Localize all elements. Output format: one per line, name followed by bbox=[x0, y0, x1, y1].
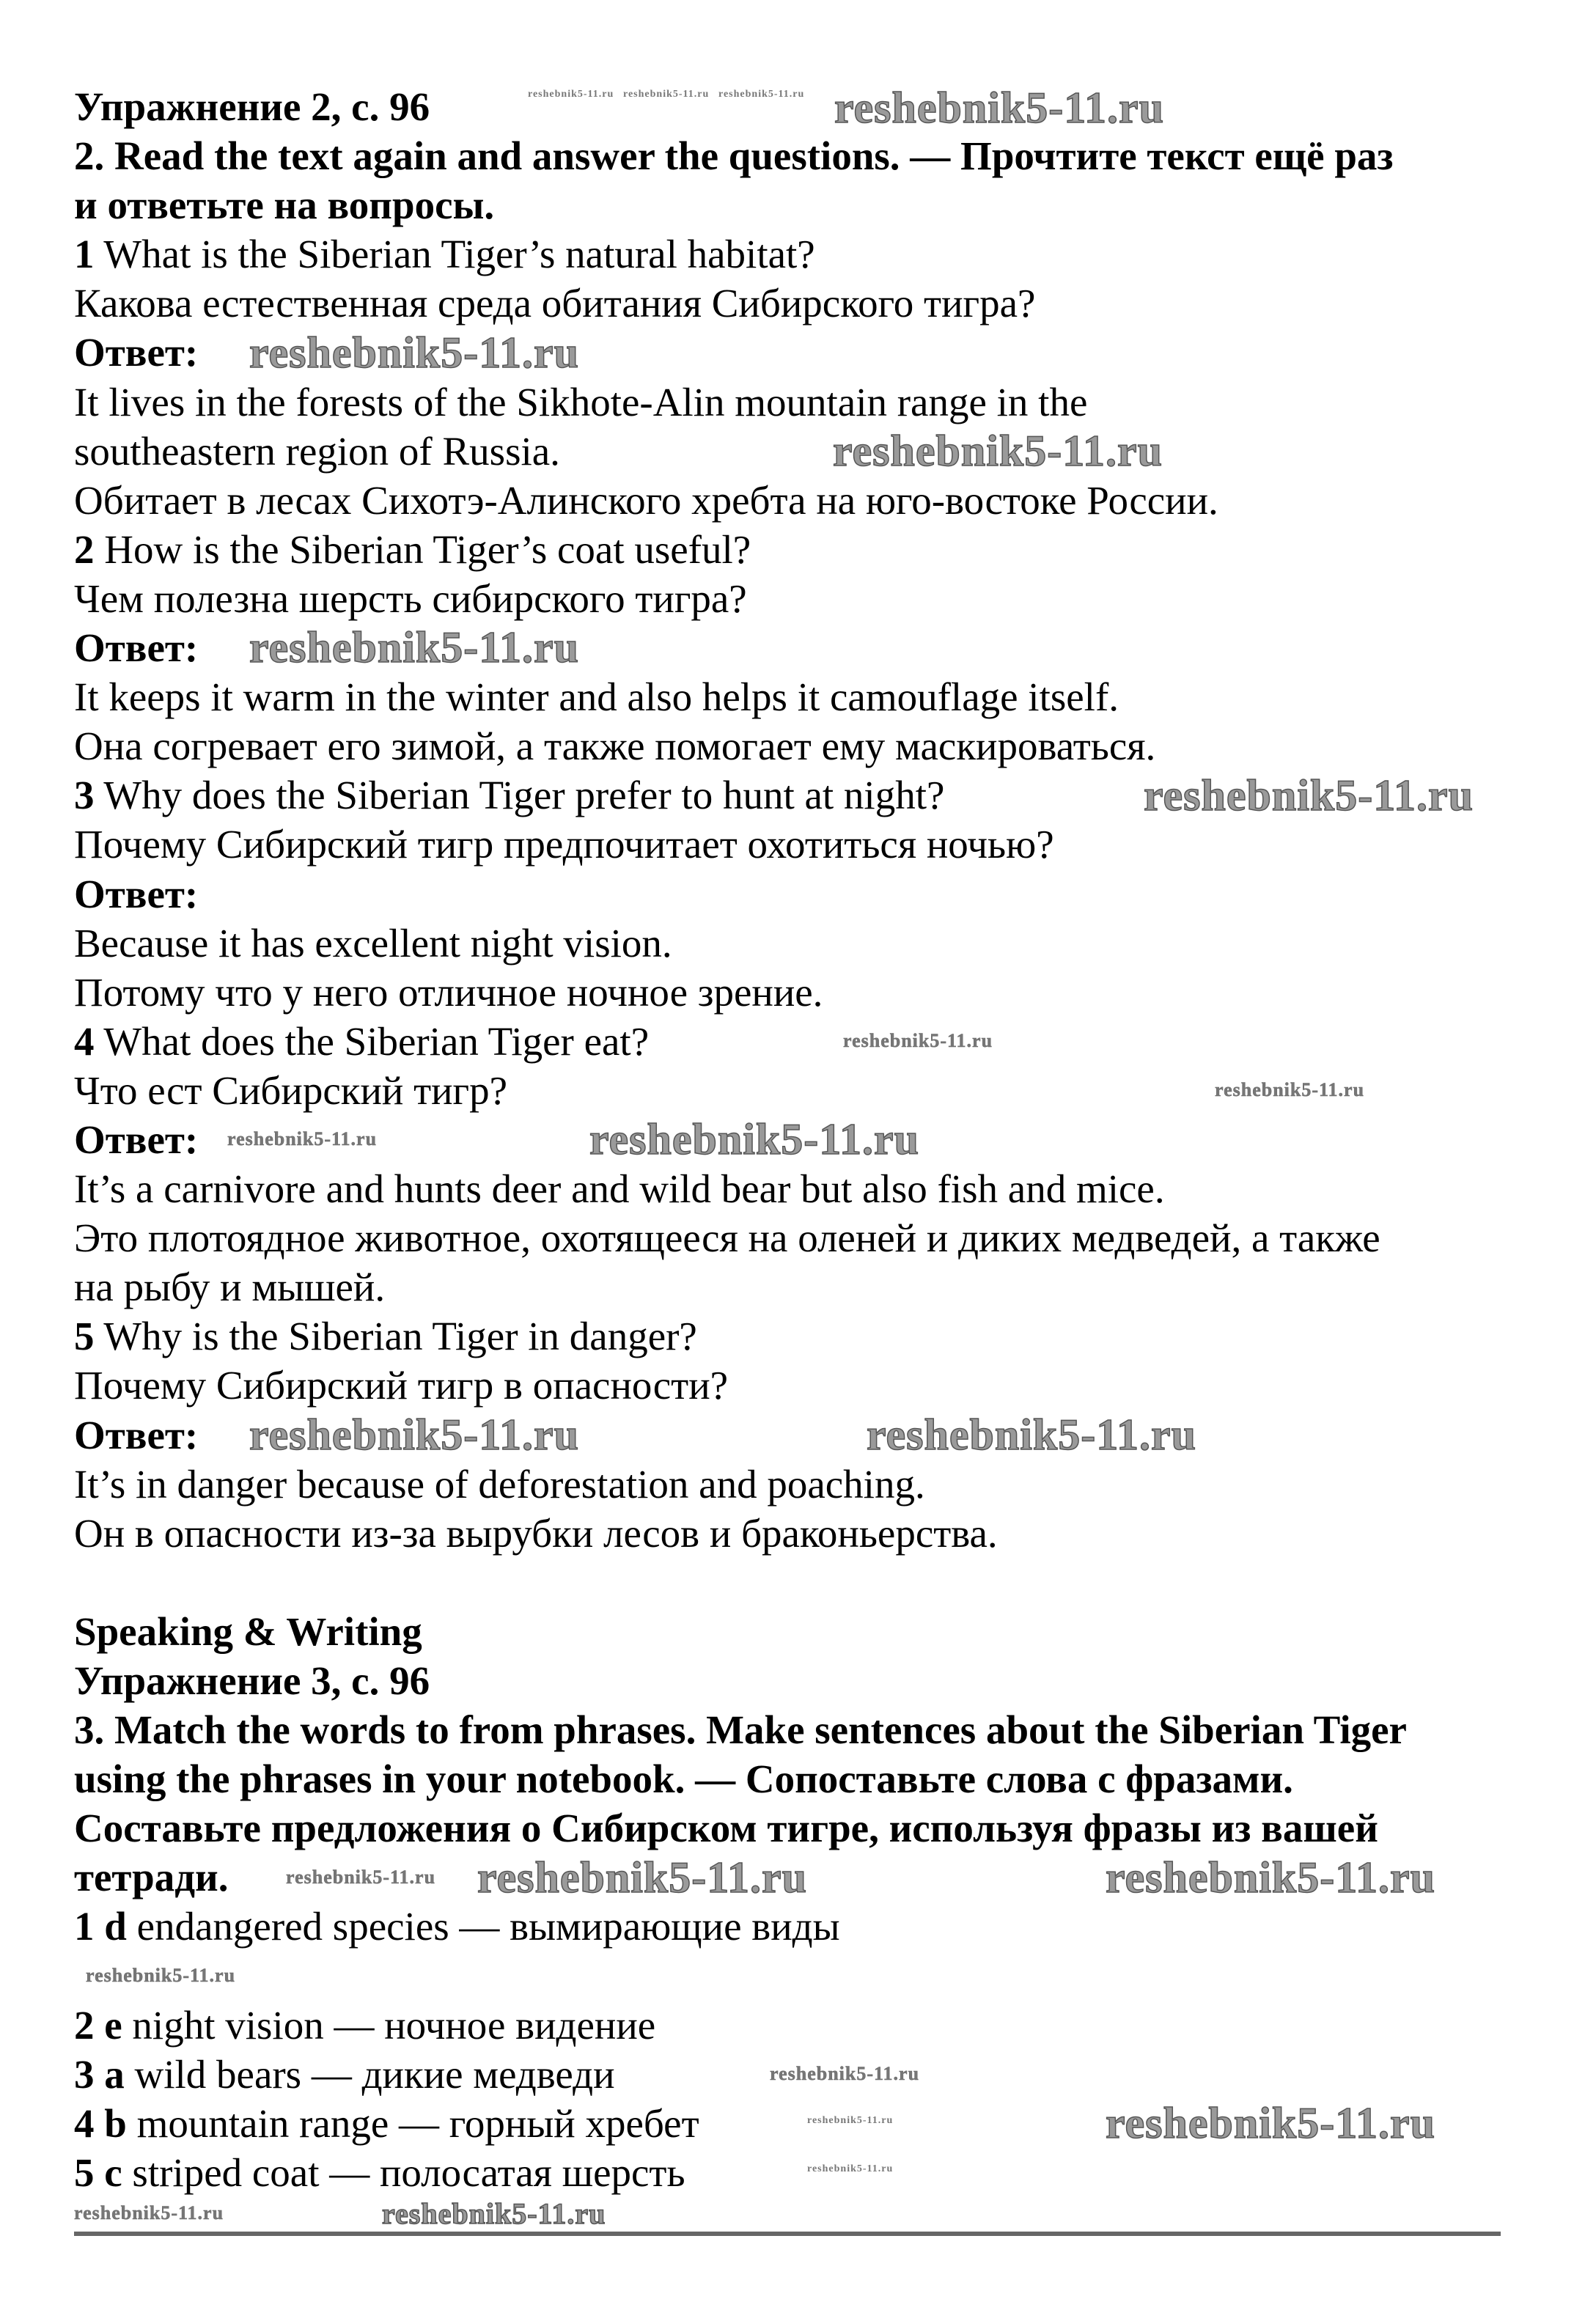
question-2 bbox=[74, 525, 1540, 574]
watermark: reshebnik5-11.ru bbox=[86, 1965, 236, 1986]
answer-line: Обитает в лесах Сихотэ-Алинского хребта на юго-востоке России. bbox=[74, 477, 1218, 523]
spacer bbox=[74, 1952, 1540, 2001]
match-key: 3 a bbox=[74, 2051, 125, 2097]
question-5 bbox=[74, 1312, 1540, 1361]
answer-line: It lives in the forests of the Sikhote-Alin mountain range in the bbox=[74, 379, 1088, 424]
question-3-ru: Почему Сибирский тигр предпочитает охотиться ночью? bbox=[74, 822, 1054, 867]
match-key: 5 c bbox=[74, 2149, 122, 2195]
question-1 bbox=[74, 229, 1540, 279]
spacer bbox=[74, 1558, 1540, 1607]
watermark: reshebnik5-11.ru bbox=[718, 89, 805, 100]
question-number: 5 bbox=[74, 1314, 95, 1359]
watermark: reshebnik5-11.ru bbox=[833, 427, 1163, 475]
watermark: reshebnik5-11.ru bbox=[227, 1128, 378, 1150]
exercise2-heading: Упражнение 2, с. 96 bbox=[74, 84, 430, 129]
watermark: reshebnik5-11.ru bbox=[1215, 1079, 1365, 1100]
answer-line: Это плотоядное животное, охотящееся на оленей и диких медведей, а также bbox=[74, 1215, 1380, 1261]
answer-label: Ответ: bbox=[74, 1412, 199, 1457]
watermark: reshebnik5-11.ru bbox=[286, 1866, 436, 1888]
match-key: 2 e bbox=[74, 2002, 122, 2048]
watermark: reshebnik5-11.ru bbox=[382, 2197, 606, 2230]
answer-line: It keeps it warm in the winter and also helps it camouflage itself. bbox=[74, 674, 1119, 720]
answer-label: Ответ: bbox=[74, 1117, 199, 1162]
question-text: How is the Siberian Tiger’s coat useful? bbox=[94, 526, 751, 572]
watermark: reshebnik5-11.ru bbox=[589, 1115, 919, 1163]
question-4-ru: Что ест Сибирский тигр? bbox=[74, 1067, 508, 1113]
match-item bbox=[74, 2001, 1540, 2050]
match-text: night vision — ночное видение bbox=[122, 2002, 656, 2048]
question-number: 3 bbox=[74, 773, 95, 818]
exercise2-instruction: 2. Read the text again and answer the questions. — Прочтите текст ещё раз bbox=[74, 133, 1394, 179]
exercise3-heading: Упражнение 3, с. 96 bbox=[74, 1658, 430, 1703]
question-text: What does the Siberian Tiger eat? bbox=[94, 1018, 650, 1064]
section-title: Speaking & Writing bbox=[74, 1608, 422, 1654]
match-text: mountain range — горный хребет bbox=[126, 2100, 699, 2146]
watermark: reshebnik5-11.ru bbox=[807, 2163, 894, 2174]
watermark: reshebnik5-11.ru bbox=[807, 2115, 894, 2126]
question-5-ru: Почему Сибирский тигр в опасности? bbox=[74, 1363, 729, 1408]
answer-line: Because it has excellent night vision. bbox=[74, 920, 672, 965]
exercise3-instruction: Составьте предложения о Сибирском тигре, используя фразы из вашей bbox=[74, 1806, 1378, 1851]
watermark: reshebnik5-11.ru bbox=[249, 328, 579, 377]
answer-line: Он в опасности из-за вырубки лесов и браконьерства. bbox=[74, 1510, 998, 1556]
question-2-ru: Чем полезна шерсть сибирского тигра? bbox=[74, 575, 747, 621]
exercise3-instruction: using the phrases in your notebook. — Сопоставьте слова с фразами. bbox=[74, 1757, 1293, 1802]
exercise3-instruction: тетради. bbox=[74, 1855, 229, 1900]
answer-line: It’s in danger because of deforestation and poaching. bbox=[74, 1461, 925, 1507]
watermark: reshebnik5-11.ru bbox=[249, 623, 579, 672]
watermark: reshebnik5-11.ru bbox=[623, 89, 710, 100]
answer-label: Ответ: bbox=[74, 330, 199, 375]
watermark: reshebnik5-11.ru bbox=[843, 1030, 993, 1051]
answer-label: Ответ: bbox=[74, 871, 199, 916]
match-text: wild bears — дикие медведи bbox=[124, 2051, 615, 2097]
watermark: reshebnik5-11.ru bbox=[867, 1410, 1196, 1459]
question-text: Why does the Siberian Tiger prefer to hunt at night? bbox=[94, 773, 945, 818]
question-number: 2 bbox=[74, 526, 95, 572]
watermark: reshebnik5-11.ru bbox=[477, 1853, 807, 1902]
match-key: 1 d bbox=[74, 1904, 127, 1949]
match-text: endangered species — вымирающие виды bbox=[126, 1904, 840, 1949]
answer-line: Потому что у него отличное ночное зрение. bbox=[74, 969, 823, 1015]
answer-line: Она согревает его зимой, а также помогает ему маскироваться. bbox=[74, 724, 1156, 769]
match-item bbox=[74, 1902, 1540, 1951]
watermark: reshebnik5-11.ru bbox=[834, 84, 1164, 132]
watermark: reshebnik5-11.ru bbox=[74, 2202, 224, 2223]
question-4 bbox=[74, 1017, 1540, 1066]
question-number: 1 bbox=[74, 232, 95, 277]
answer-label: Ответ: bbox=[74, 625, 199, 671]
answer-line: southeastern region of Russia. bbox=[74, 428, 560, 474]
question-number: 4 bbox=[74, 1018, 95, 1064]
question-text: What is the Siberian Tiger’s natural habitat? bbox=[94, 232, 815, 277]
answer-line: на рыбу и мышей. bbox=[74, 1265, 386, 1310]
exercise2-instruction: и ответьте на вопросы. bbox=[74, 183, 495, 228]
watermark: reshebnik5-11.ru bbox=[770, 2063, 920, 2084]
bottom-divider bbox=[74, 2232, 1501, 2236]
answer-line: It’s a carnivore and hunts deer and wild bear but also fish and mice. bbox=[74, 1166, 1165, 1212]
watermark: reshebnik5-11.ru bbox=[249, 1410, 579, 1459]
match-key: 4 b bbox=[74, 2100, 127, 2146]
question-text: Why is the Siberian Tiger in danger? bbox=[94, 1314, 697, 1359]
match-text: striped coat — полосатая шерсть bbox=[122, 2149, 685, 2195]
watermark: reshebnik5-11.ru bbox=[1144, 771, 1474, 820]
question-1-ru: Какова естественная среда обитания Сибирского тигра? bbox=[74, 281, 1036, 326]
watermark: reshebnik5-11.ru bbox=[528, 89, 614, 100]
watermark: reshebnik5-11.ru bbox=[1106, 1853, 1435, 1902]
watermark: reshebnik5-11.ru bbox=[1106, 2099, 1435, 2147]
exercise3-instruction: 3. Match the words to from phrases. Make sentences about the Siberian Tiger bbox=[74, 1707, 1407, 1753]
